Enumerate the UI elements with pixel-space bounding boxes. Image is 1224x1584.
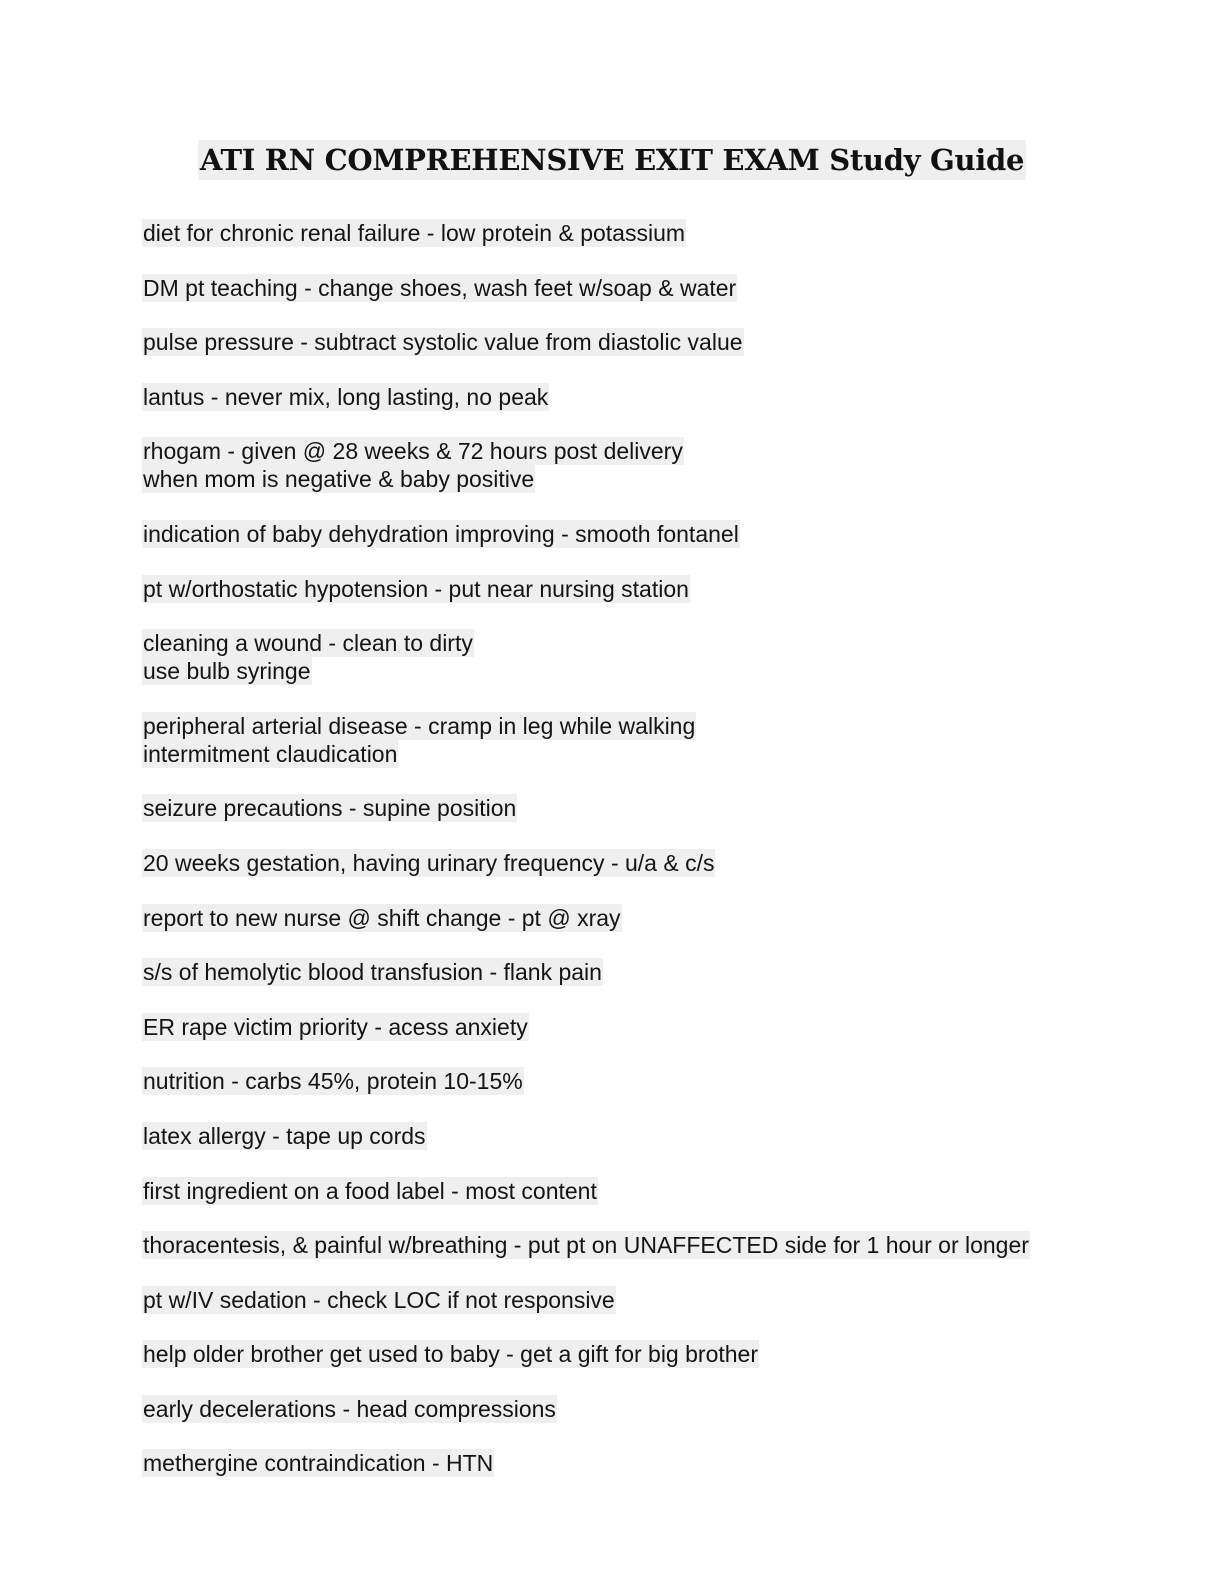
study-note (142, 958, 1142, 986)
study-note-line: thoracentesis, & painful w/breathing - put pt on UNAFFECTED side for 1 hour or longer (143, 1232, 1029, 1259)
study-note (142, 712, 1142, 768)
study-note-line: diet for chronic renal failure - low protein & potassium (143, 220, 686, 246)
study-note-row (142, 328, 1142, 356)
study-note-row (142, 465, 1142, 493)
study-note (142, 1340, 1142, 1368)
study-note-line: pt w/IV sedation - check LOC if not responsive (143, 1286, 615, 1313)
study-note (142, 1286, 1142, 1314)
study-note-line: indication of baby dehydration improving - smooth fontanel (143, 520, 739, 547)
study-note-line: latex allergy - tape up cords (143, 1122, 426, 1149)
study-note-row (142, 219, 1142, 247)
study-note-row (142, 1067, 1142, 1095)
study-note-row (142, 958, 1142, 986)
study-note-line: early decelerations - head compressions (143, 1395, 556, 1422)
study-note-line: use bulb syringe (143, 658, 311, 685)
study-note-row (142, 437, 1142, 465)
study-note (142, 849, 1142, 877)
study-note (142, 219, 1142, 247)
study-note-line: s/s of hemolytic blood transfusion - flank pain (143, 959, 602, 986)
study-note-line: DM pt teaching - change shoes, wash feet w/soap & water (143, 274, 737, 301)
study-note-row (142, 1286, 1142, 1314)
study-note (142, 383, 1142, 411)
study-note-row (142, 1231, 1142, 1259)
study-note (142, 1067, 1142, 1095)
title-container (0, 140, 1224, 180)
study-note-row (142, 904, 1142, 932)
study-note (142, 274, 1142, 302)
study-note-row (142, 575, 1142, 603)
study-note-row (142, 1395, 1142, 1423)
study-notes-list (142, 219, 1142, 1504)
study-note (142, 437, 1142, 493)
study-note (142, 629, 1142, 685)
study-note (142, 1231, 1142, 1259)
study-note-row (142, 520, 1142, 548)
study-note (142, 1013, 1142, 1041)
study-note-line: intermitment claudication (143, 740, 398, 767)
study-note-row (142, 629, 1142, 657)
study-note-row (142, 1013, 1142, 1041)
study-note-row (142, 1340, 1142, 1368)
study-note-line: nutrition - carbs 45%, protein 10-15% (143, 1068, 523, 1095)
study-note-line: lantus - never mix, long lasting, no peak (143, 383, 549, 410)
study-note-line: report to new nurse @ shift change - pt @ xray (143, 904, 621, 931)
study-note-line: pulse pressure - subtract systolic value from diastolic value (143, 329, 743, 356)
study-note-line: seizure precautions - supine position (143, 795, 517, 822)
study-note (142, 1122, 1142, 1150)
document-title: ATI RN COMPREHENSIVE EXIT EXAM Study Guide (198, 140, 1026, 180)
study-note (142, 328, 1142, 356)
study-note-row (142, 794, 1142, 822)
study-note-row (142, 849, 1142, 877)
study-note-row (142, 1177, 1142, 1205)
study-note-line: peripheral arterial disease - cramp in leg while walking (143, 712, 696, 739)
study-note-line: cleaning a wound - clean to dirty (143, 630, 473, 657)
study-note (142, 794, 1142, 822)
study-note-row (142, 274, 1142, 302)
study-note-line: 20 weeks gestation, having urinary frequency - u/a & c/s (143, 849, 715, 876)
study-note-line: pt w/orthostatic hypotension - put near nursing station (143, 575, 689, 602)
study-note-row (142, 712, 1142, 740)
study-note (142, 1395, 1142, 1423)
study-note-row (142, 657, 1142, 685)
study-note-line: rhogam - given @ 28 weeks & 72 hours post delivery (143, 438, 683, 465)
study-note (142, 520, 1142, 548)
study-note-line: when mom is negative & baby positive (143, 466, 535, 493)
study-note (142, 904, 1142, 932)
study-note (142, 1449, 1142, 1477)
study-note (142, 1177, 1142, 1205)
study-note-line: ER rape victim priority - acess anxiety (143, 1013, 528, 1040)
study-note-row (142, 1122, 1142, 1150)
study-note-row (142, 383, 1142, 411)
study-note (142, 575, 1142, 603)
study-note-line: methergine contraindication - HTN (143, 1450, 494, 1477)
study-note-line: first ingredient on a food label - most content (143, 1177, 597, 1204)
study-note-row (142, 1449, 1142, 1477)
study-note-line: help older brother get used to baby - get a gift for big brother (143, 1341, 758, 1368)
study-note-row (142, 740, 1142, 768)
